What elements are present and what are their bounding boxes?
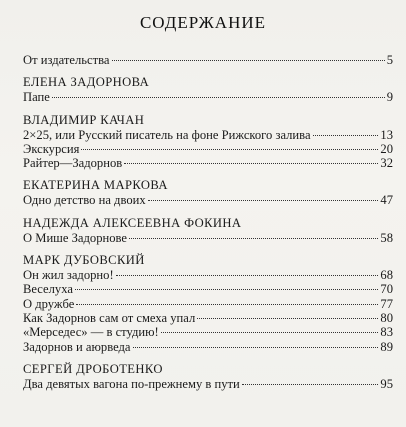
toc-entry <box>23 90 393 104</box>
toc-section <box>23 75 393 104</box>
dot-leader <box>124 163 378 164</box>
author-name: МАРК ДУБОВСКИЙ <box>23 253 145 268</box>
toc-entry-title: Одно детство на двоих <box>23 193 146 208</box>
toc-section <box>23 113 393 171</box>
dot-leader <box>161 332 379 333</box>
toc-entry-page: 32 <box>380 156 393 171</box>
toc-entry-title: 2×25, или Русский писатель на фоне Рижского залива <box>23 127 311 142</box>
toc-entry <box>23 377 393 391</box>
toc-entry-title: От издательства <box>23 53 110 67</box>
toc-entry <box>23 297 393 311</box>
dot-leader <box>133 347 379 348</box>
toc-entry-title: Райтер—Задорнов <box>23 156 123 171</box>
page-title: СОДЕРЖАНИЕ <box>139 13 267 32</box>
toc-entry-page: 68 <box>380 268 393 283</box>
toc-entry-page: 70 <box>380 282 393 297</box>
dot-leader <box>313 135 379 136</box>
dot-leader <box>116 275 379 276</box>
toc-entry-page: 9 <box>386 90 393 105</box>
dot-leader <box>197 318 378 319</box>
dot-leader <box>242 384 379 385</box>
author-name: ЕЛЕНА ЗАДОРНОВА <box>23 75 150 90</box>
toc-entry <box>23 156 393 170</box>
toc-entry-title: «Мерседес» — в студию! <box>23 325 159 340</box>
toc-entry-title: Папе <box>23 90 50 105</box>
toc-entry-page: 58 <box>380 230 393 245</box>
toc-entry <box>23 53 393 67</box>
toc-section <box>23 362 393 391</box>
dot-leader <box>76 304 378 305</box>
dot-leader <box>75 289 378 290</box>
toc-entry <box>23 128 393 142</box>
dot-leader <box>148 200 379 201</box>
dot-leader <box>81 149 378 150</box>
toc-entry-page: 77 <box>380 296 393 311</box>
toc-section <box>23 253 393 354</box>
toc-entry-title: Как Задорнов сам от смеха упал <box>23 310 196 325</box>
author-name: СЕРГЕЙ ДРОБОТЕНКО <box>23 361 163 376</box>
toc-section <box>23 178 393 207</box>
toc-entry <box>23 193 393 207</box>
toc-entry <box>23 282 393 296</box>
toc-entry-page: 5 <box>386 53 393 67</box>
toc-entry-page: 80 <box>380 310 393 325</box>
toc-section <box>23 216 393 245</box>
toc-entry-title: Задорнов и аюрведа <box>23 339 131 354</box>
toc-entry-page: 83 <box>380 325 393 340</box>
toc-entry-page: 47 <box>380 193 393 208</box>
toc-entry <box>23 231 393 245</box>
toc-entry-title: Два девятых вагона по-прежнему в пути <box>23 376 240 391</box>
author-name: ВЛАДИМИР КАЧАН <box>23 112 145 127</box>
author-name: НАДЕЖДА АЛЕКСЕЕВНА ФОКИНА <box>23 215 242 230</box>
toc-entry-page: 20 <box>380 141 393 156</box>
toc-entry-title: Веселуха <box>23 282 73 297</box>
toc-entry-page: 13 <box>380 127 393 142</box>
toc-entry-title: Экскурсия <box>23 141 80 156</box>
toc-entry <box>23 142 393 156</box>
toc-entry-title: О Мише Задорнове <box>23 230 128 245</box>
toc-entry-title: Он жил задорно! <box>23 268 114 283</box>
author-name: ЕКАТЕРИНА МАРКОВА <box>23 178 168 193</box>
toc-entry-title: О дружбе <box>23 296 75 311</box>
toc-entry <box>23 268 393 282</box>
table-of-contents <box>23 53 393 391</box>
dot-leader <box>129 238 378 239</box>
dot-leader <box>112 60 385 61</box>
toc-entry <box>23 340 393 354</box>
toc-entry <box>23 311 393 325</box>
toc-entry <box>23 325 393 339</box>
dot-leader <box>52 97 385 98</box>
toc-entry-page: 95 <box>380 376 393 391</box>
toc-entry-page: 89 <box>380 339 393 354</box>
